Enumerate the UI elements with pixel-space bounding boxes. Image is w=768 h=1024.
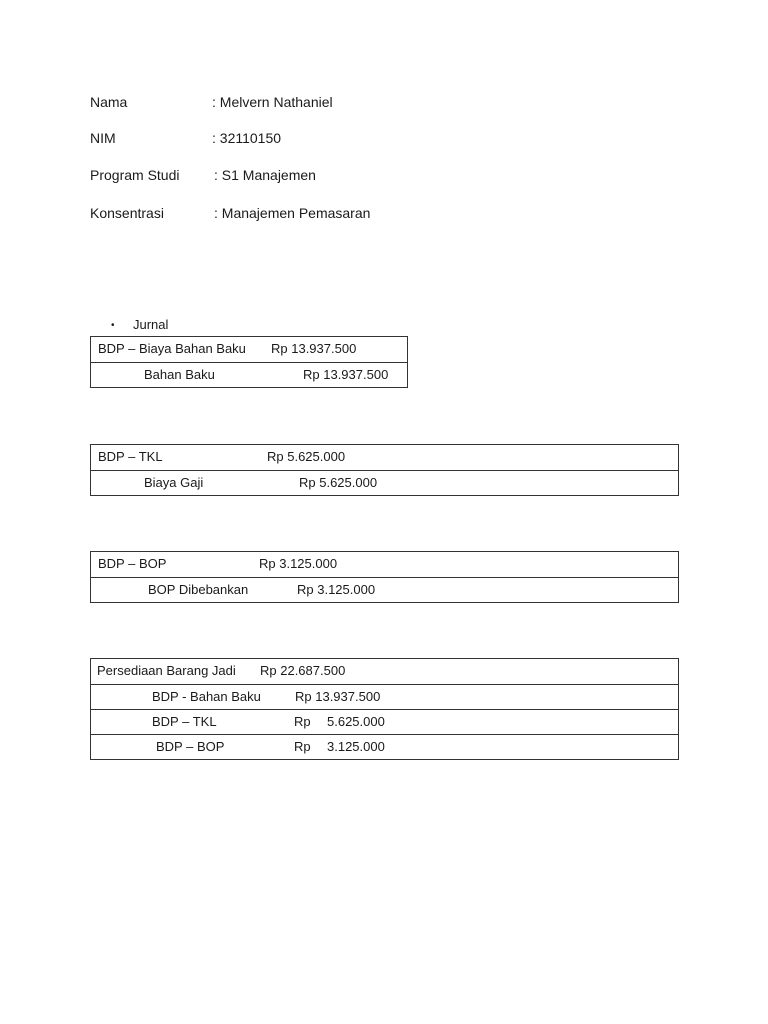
account-name: Persediaan Barang Jadi xyxy=(97,663,236,678)
jurnal-title: Jurnal xyxy=(133,317,169,332)
info-row-prodi xyxy=(90,167,316,183)
table-row xyxy=(91,734,678,759)
nama-label: Nama xyxy=(90,94,128,110)
table-row xyxy=(91,577,678,602)
account-name: BDP – BOP xyxy=(156,739,225,754)
journal-entry-persediaan-barang-jadi xyxy=(90,658,679,760)
info-row-nim xyxy=(90,130,281,146)
amount-value: 3.125.000 xyxy=(327,739,385,754)
bullet-icon: • xyxy=(111,320,115,331)
amount: Rp 13.937.500 xyxy=(295,689,381,704)
journal-entry-tkl xyxy=(90,444,679,496)
amount-value: 5.625.000 xyxy=(327,714,385,729)
table-row xyxy=(91,552,678,577)
konsentrasi-label: Konsentrasi xyxy=(90,205,164,221)
nama-value: : Melvern Nathaniel xyxy=(212,94,333,110)
prodi-label: Program Studi xyxy=(90,167,180,183)
nim-value: : 32110150 xyxy=(212,130,282,146)
account-name: BOP Dibebankan xyxy=(148,582,249,597)
account-name: BDP – TKL xyxy=(152,714,217,729)
table-row xyxy=(91,337,407,362)
table-row xyxy=(91,445,678,470)
konsentrasi-value: : Manajemen Pemasaran xyxy=(214,205,371,221)
amount: Rp 13.937.500 xyxy=(271,341,357,356)
jurnal-heading xyxy=(111,317,168,332)
table-row xyxy=(91,709,678,734)
nim-label: NIM xyxy=(90,130,116,146)
account-name: Biaya Gaji xyxy=(144,475,204,490)
table-row xyxy=(91,659,678,684)
info-row-nama xyxy=(90,94,333,110)
amount: Rp 5.625.000 xyxy=(299,475,378,490)
account-name: BDP – TKL xyxy=(98,449,163,464)
table-row xyxy=(91,470,678,495)
account-name: BDP – BOP xyxy=(98,556,167,571)
journal-entry-bahan-baku xyxy=(90,336,408,388)
amount: Rp 22.687.500 xyxy=(260,663,346,678)
table-row xyxy=(91,362,407,387)
account-name: Bahan Baku xyxy=(144,367,215,382)
prodi-value: : S1 Manajemen xyxy=(214,167,316,183)
table-row xyxy=(91,684,678,709)
amount: Rp 3.125.000 xyxy=(259,556,338,571)
amount: Rp 13.937.500 xyxy=(303,367,389,382)
amount: Rp 5.625.000 xyxy=(267,449,346,464)
journal-entry-bop xyxy=(90,551,679,603)
amount-currency: Rp xyxy=(294,739,311,754)
amount-currency: Rp xyxy=(294,714,311,729)
account-name: BDP – Biaya Bahan Baku xyxy=(98,341,246,356)
info-row-konsentrasi xyxy=(90,205,370,221)
account-name: BDP - Bahan Baku xyxy=(152,689,261,704)
amount: Rp 3.125.000 xyxy=(297,582,376,597)
